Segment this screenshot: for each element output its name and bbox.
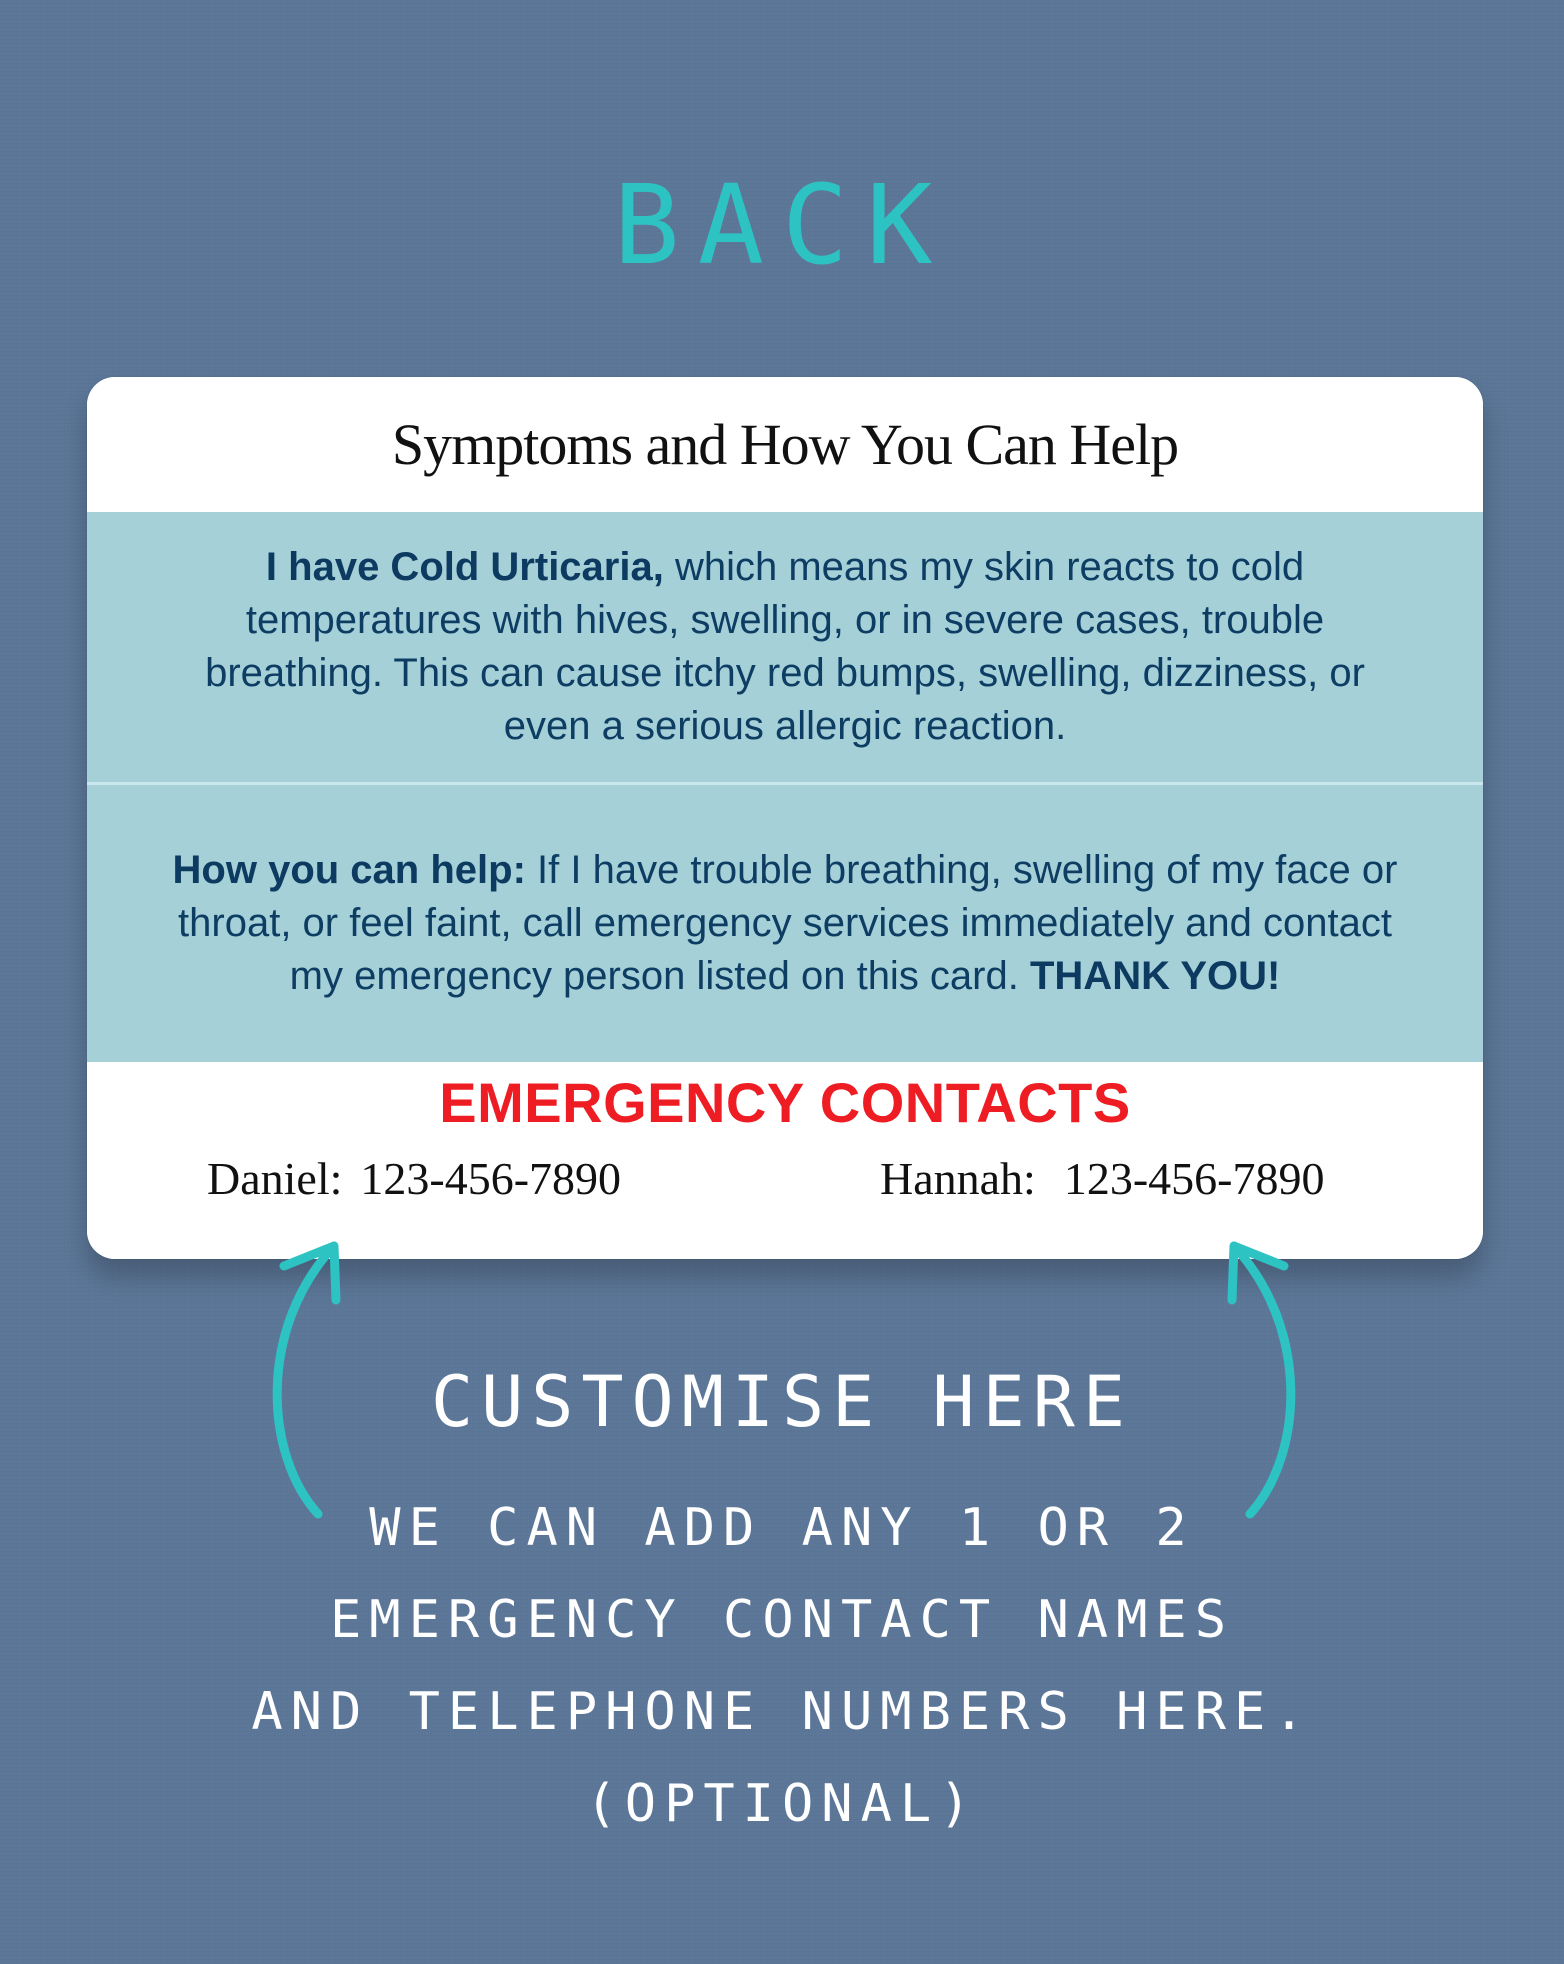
contact-name: Hannah: [880, 1153, 1036, 1204]
condition-lead: I have Cold Urticaria, [265, 545, 664, 589]
emergency-contact-1 [207, 1152, 621, 1205]
emergency-contacts-section [87, 1062, 1483, 1259]
card-header: Symptoms and How You Can Help [87, 377, 1483, 512]
condition-panel [87, 512, 1483, 785]
customise-line-4: (OPTIONAL) [585, 1774, 979, 1834]
condition-description: which means my skin reacts to cold temperatures with hives, swelling, or in severe cases, trouble breathing. This can cause itchy red bumps, swelling, dizziness, or even a serious allergic reaction. [205, 545, 1365, 748]
help-panel [87, 785, 1483, 1062]
medical-alert-card-back [87, 377, 1483, 1259]
customise-line-1: WE CAN ADD ANY 1 OR 2 [369, 1498, 1195, 1558]
customise-line-3: AND TELEPHONE NUMBERS HERE. [251, 1682, 1313, 1742]
condition-text [170, 541, 1400, 753]
page-title: BACK [613, 161, 951, 289]
help-lead: How you can help: [172, 848, 526, 892]
help-description: If I have trouble breathing, swelling of my face or throat, or feel faint, call emergency services immediately and contact my emergency person listed on this card. [178, 848, 1398, 998]
emergency-contacts-title: EMERGENCY CONTACTS [439, 1071, 1131, 1134]
customise-title: CUSTOMISE HERE [430, 1361, 1133, 1443]
contact-phone: 123-456-7890 [360, 1153, 622, 1204]
thank-you-text: THANK YOU! [1029, 954, 1281, 998]
contact-phone: 123-456-7890 [1063, 1153, 1325, 1204]
contact-name: Daniel: [207, 1153, 343, 1204]
emergency-contact-2 [880, 1152, 1324, 1205]
help-text [170, 844, 1400, 1003]
customise-description [0, 1482, 1564, 1850]
customise-line-2: EMERGENCY CONTACT NAMES [329, 1590, 1235, 1650]
